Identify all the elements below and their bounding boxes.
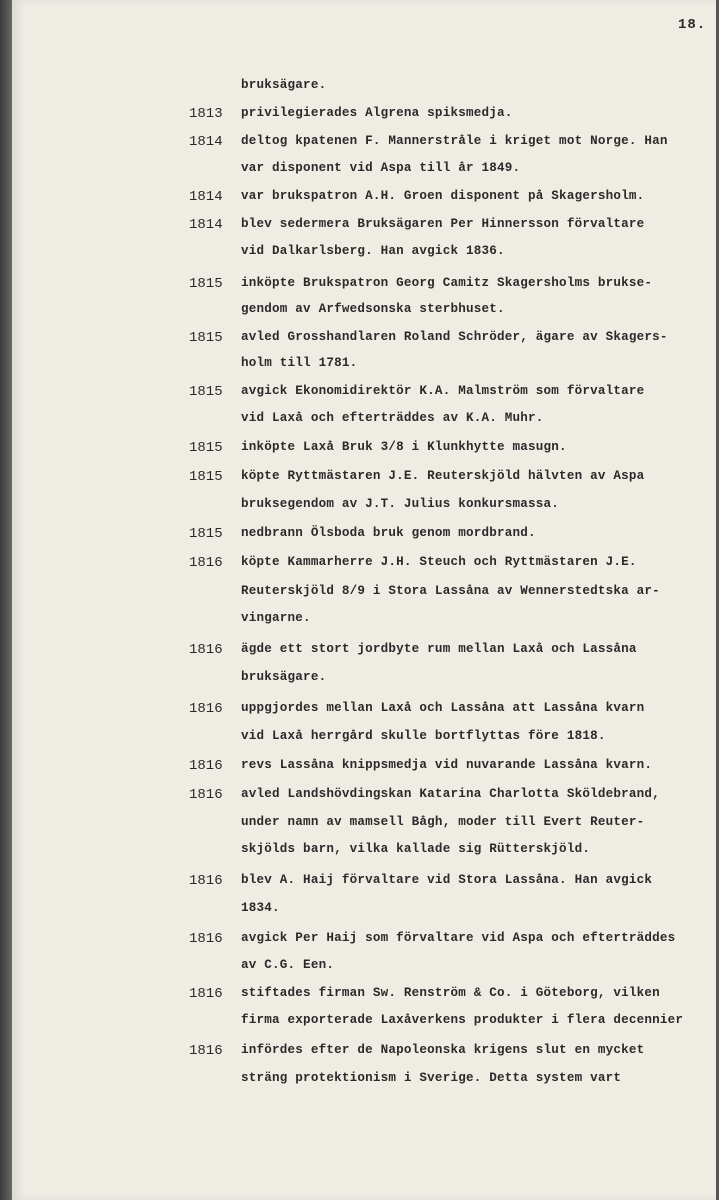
- entry-text: blev sedermera Bruksägaren Per Hinnersson förvaltare: [241, 217, 645, 231]
- entry-year: 1816: [189, 642, 223, 658]
- entry-text: deltog kpatenen F. Mannerstråle i kriget mot Norge. Han: [241, 134, 668, 148]
- page-number: 18.: [678, 17, 707, 33]
- entry-text: firma exporterade Laxåverkens produkter i flera decennier: [241, 1013, 684, 1027]
- entry-text: var disponent vid Aspa till år 1849.: [241, 161, 521, 175]
- entry-text: skjölds barn, vilka kallade sig Rütterskjöld.: [241, 842, 591, 856]
- entry-year: 1815: [189, 330, 223, 346]
- entry-year: 1816: [189, 787, 223, 803]
- entry-year: 1816: [189, 1043, 223, 1059]
- entry-text: avled Landshövdingskan Katarina Charlotta Sköldebrand,: [241, 787, 660, 801]
- entry-text: inköpte Laxå Bruk 3/8 i Klunkhytte masugn.: [241, 440, 567, 454]
- entry-text: vid Dalkarlsberg. Han avgick 1836.: [241, 244, 505, 258]
- entry-text: stiftades firman Sw. Renström & Co. i Göteborg, vilken: [241, 986, 660, 1000]
- entry-text: under namn av mamsell Bågh, moder till Evert Reuter-: [241, 815, 645, 829]
- entry-year: 1814: [189, 189, 223, 205]
- entry-text: inköpte Brukspatron Georg Camitz Skagersholms brukse-: [241, 276, 653, 290]
- entry-year: 1816: [189, 758, 223, 774]
- entry-text: privilegierades Algrena spiksmedja.: [241, 106, 513, 120]
- entry-text: avled Grosshandlaren Roland Schröder, ägare av Skagers-: [241, 330, 668, 344]
- entry-text: uppgjordes mellan Laxå och Lassåna att Lassåna kvarn: [241, 701, 645, 715]
- entry-year: 1816: [189, 555, 223, 571]
- entry-text: köpte Kammarherre J.H. Steuch och Ryttmästaren J.E.: [241, 555, 637, 569]
- entry-text: Reuterskjöld 8/9 i Stora Lassåna av Wennerstedtska ar-: [241, 584, 660, 598]
- entry-year: 1816: [189, 931, 223, 947]
- entry-text: sträng protektionism i Sverige. Detta system vart: [241, 1071, 622, 1085]
- entry-text: gendom av Arfwedsonska sterbhuset.: [241, 302, 505, 316]
- entry-year: 1816: [189, 986, 223, 1002]
- scan-left-edge: [0, 0, 12, 1200]
- entry-year: 1815: [189, 276, 223, 292]
- entry-text: infördes efter de Napoleonska krigens slut en mycket: [241, 1043, 645, 1057]
- entry-text: vingarne.: [241, 611, 311, 625]
- entry-text: blev A. Haij förvaltare vid Stora Lassåna. Han avgick: [241, 873, 653, 887]
- entry-year: 1815: [189, 526, 223, 542]
- entry-text: nedbrann Ölsboda bruk genom mordbrand.: [241, 526, 536, 540]
- entry-text: 1834.: [241, 901, 280, 915]
- entry-text: köpte Ryttmästaren J.E. Reuterskjöld hälvten av Aspa: [241, 469, 645, 483]
- entry-year: 1814: [189, 217, 223, 233]
- entry-year: 1815: [189, 440, 223, 456]
- entry-text: holm till 1781.: [241, 356, 358, 370]
- entry-year: 1814: [189, 134, 223, 150]
- entry-text: var brukspatron A.H. Groen disponent på Skagersholm.: [241, 189, 645, 203]
- entry-year: 1813: [189, 106, 223, 122]
- entry-year: 1816: [189, 701, 223, 717]
- entry-text: avgick Per Haij som förvaltare vid Aspa och efterträddes: [241, 931, 676, 945]
- entry-year: 1815: [189, 384, 223, 400]
- entry-text: bruksegendom av J.T. Julius konkursmassa.: [241, 497, 560, 511]
- entry-text: ägde ett stort jordbyte rum mellan Laxå och Lassåna: [241, 642, 637, 656]
- entry-year: 1815: [189, 469, 223, 485]
- entry-text: bruksägare.: [241, 78, 327, 92]
- entry-text: avgick Ekonomidirektör K.A. Malmström som förvaltare: [241, 384, 645, 398]
- entry-text: revs Lassåna knippsmedja vid nuvarande Lassåna kvarn.: [241, 758, 653, 772]
- entry-text: vid Laxå herrgård skulle bortflyttas före 1818.: [241, 729, 606, 743]
- entry-text: vid Laxå och efterträddes av K.A. Muhr.: [241, 411, 544, 425]
- entry-year: 1816: [189, 873, 223, 889]
- document-page: [12, 0, 716, 1200]
- entry-text: bruksägare.: [241, 670, 327, 684]
- bleed-through-mark: [87, 20, 229, 74]
- entry-text: av C.G. Een.: [241, 958, 335, 972]
